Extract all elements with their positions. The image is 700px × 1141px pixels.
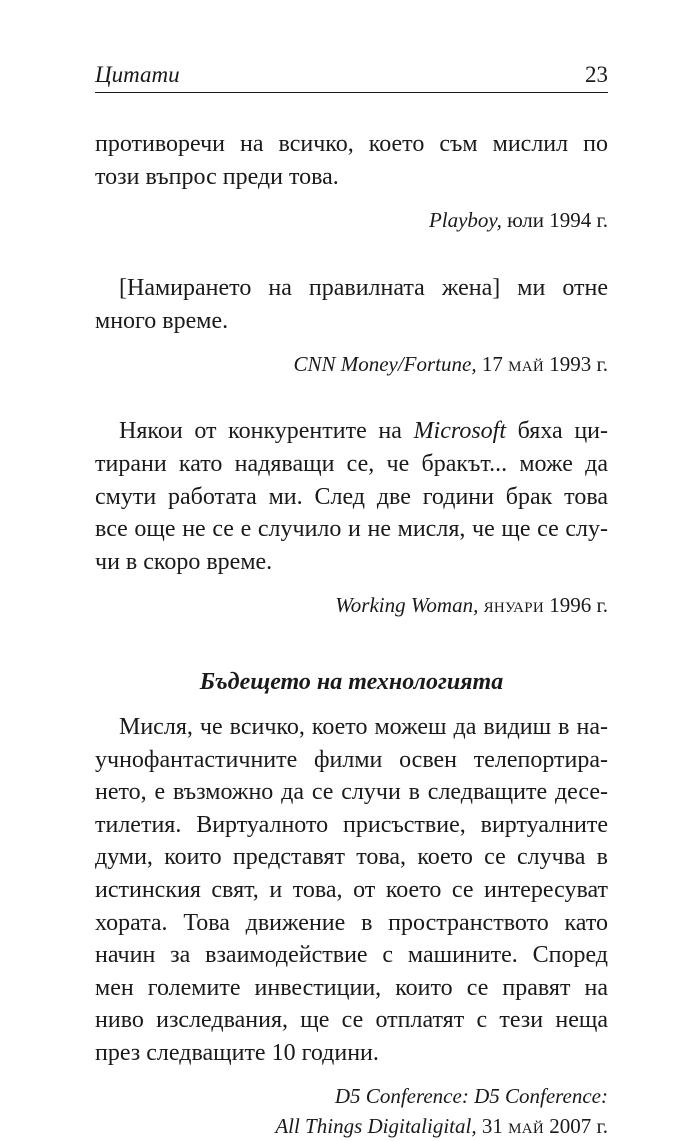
quote-source-3 (95, 590, 608, 620)
source-publication: CNN Money/Fortune, (293, 352, 477, 377)
text-line: през следващите 10 години. (95, 1039, 379, 1066)
source-year: 2007 г. (544, 1114, 608, 1139)
source-year: 1996 г. (544, 593, 608, 618)
text-line: хората. Това движение в пространството като (95, 909, 608, 936)
text-line: противоречи на всичко, което съм мислил по (95, 131, 608, 157)
source-day: 31 (476, 1114, 509, 1139)
text-line: смути работата ми. След две години брак това (95, 483, 608, 510)
text-line: нето, е възможно да се случи в следващите десе- (95, 779, 608, 806)
text-fragment: Някои от конкурентите на (119, 418, 414, 445)
source-date: юли 1994 г. (501, 208, 608, 233)
text-line: Мисля, че всичко, което можеш да видиш в на- (119, 713, 608, 740)
quote-paragraph-1 (95, 128, 608, 193)
text-line: учнофантастичните филми освен телепортира- (95, 746, 608, 773)
text-line: ниво изследвания, ще се отплатят с тези неща (95, 1007, 608, 1034)
text-line: тирани като надяващи се, че бракът... може да (95, 450, 608, 477)
company-name: Microsoft (413, 418, 506, 445)
section-title: Цитати (95, 62, 180, 87)
source-day: 17 (476, 352, 509, 377)
text-line: мен големите инвестиции, които се правят на (95, 974, 608, 1001)
section-heading: Бъдещето на технологията (199, 669, 504, 696)
quote-paragraph-4 (95, 711, 608, 1070)
running-head (95, 62, 608, 93)
quote-paragraph-2 (95, 272, 608, 337)
text-line: все още не се е случило и не мисля, че ще се слу- (95, 516, 608, 543)
source-line-2 (95, 1111, 608, 1141)
page-number: 23 (585, 62, 608, 87)
quote-paragraph-3 (95, 415, 608, 578)
text-line: думи, които представят това, което се случва в (95, 844, 608, 871)
quote-source-4 (95, 1081, 608, 1141)
text-fragment: бяха ци- (506, 418, 608, 445)
text-line: [Намирането на правилната жена] ми отне (119, 275, 608, 302)
source-publication: Working Woman, (335, 593, 479, 618)
source-year: 1993 г. (544, 352, 608, 377)
source-month: януари (483, 593, 544, 618)
text-line: начин за взаимодействие с машините. Според (95, 942, 608, 969)
text-line: чи в скоро време. (95, 548, 273, 575)
source-publication: D5 Conference: D5 Conference: (334, 1084, 608, 1109)
text-line (95, 415, 608, 448)
text-line: много време. (95, 307, 229, 334)
text-line: тилетия. Виртуалното присъствие, виртуалните (95, 811, 608, 838)
quote-source-2 (95, 349, 608, 379)
body-text (95, 128, 608, 1141)
source-publication: All Things Digitaligital, (275, 1114, 477, 1139)
source-month: май (508, 1114, 544, 1139)
quote-source-1 (95, 205, 608, 235)
source-publication: Playboy, (428, 208, 502, 233)
text-line: този въпрос преди това. (95, 163, 339, 190)
text-line: истинския свят, и това, от което се интересуват (95, 876, 608, 903)
source-month: май (508, 352, 544, 377)
source-line-1 (95, 1081, 608, 1111)
